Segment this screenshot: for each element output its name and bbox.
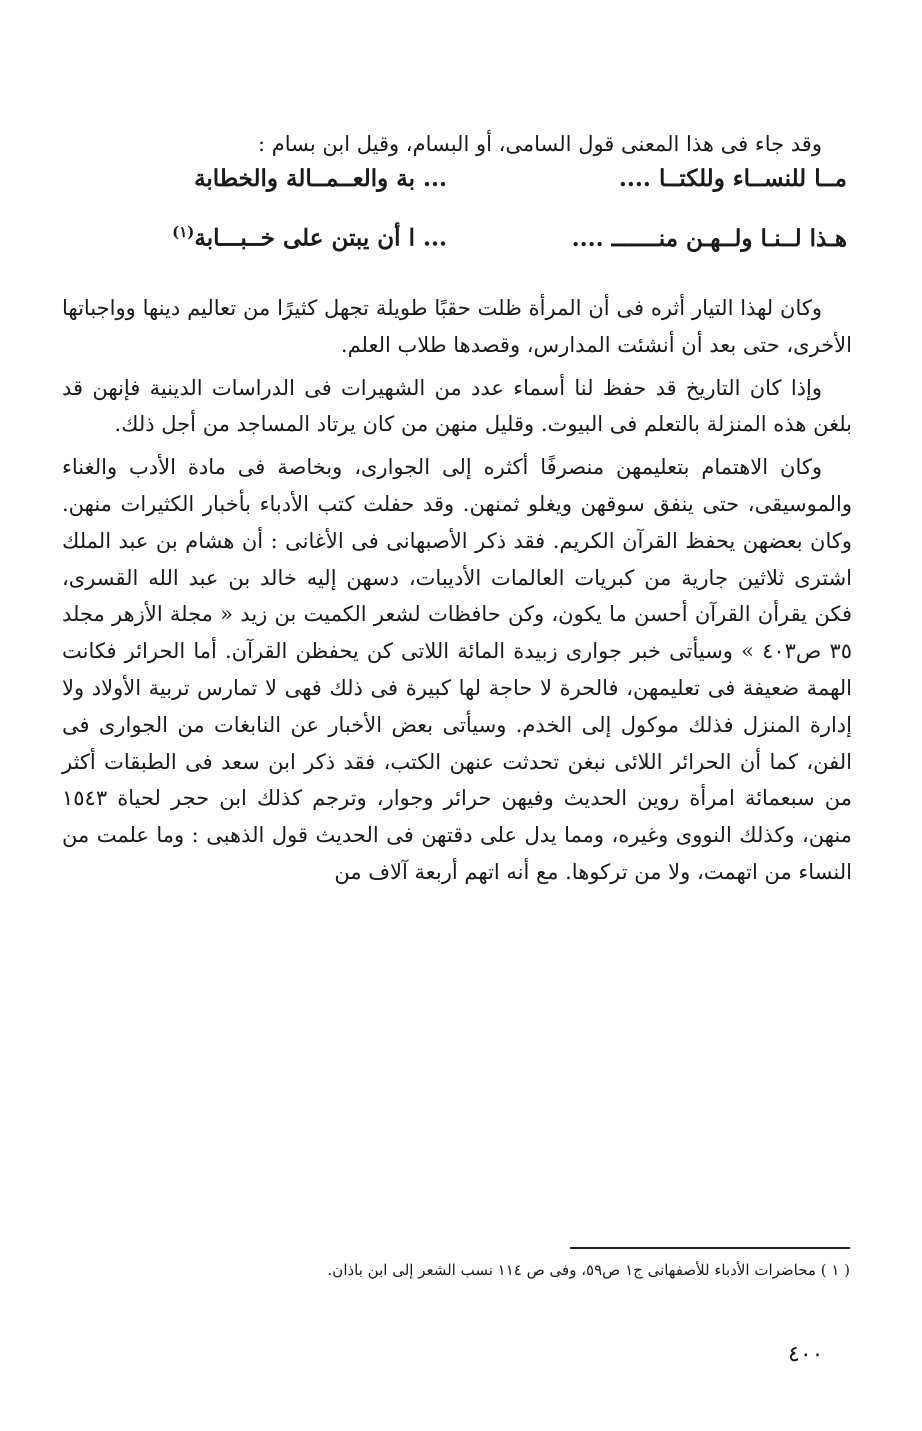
body-text	[62, 290, 852, 897]
poem-hemistich-second	[77, 223, 447, 252]
footnote: ( ١ ) محاضرات الأدباء للأصفهانى ج١ ص٥٩، وفى ص ١١٤ نسب الشعر إلى ابن باذان.	[327, 1261, 850, 1279]
footnote-separator	[570, 1247, 850, 1249]
poem-hemistich-second	[77, 165, 447, 192]
poem-hemistich-first: مــا للنســاء وللكتــا ....	[618, 165, 847, 192]
poem-verse	[77, 165, 847, 223]
paragraph: وكان الاهتمام بتعليمهن منصرفًا أكثره إلى الجوارى، وبخاصة فى مادة الأدب والغناء والموسيقى، حتى ينفق سوقهن ويغلو ثمنهن. وقد حفلت كتب الأدباء بأخبار الكثيرات منهن. وكان بعضهن يحفظ القرآن الكريم. فقد ذكر الأصبهانى فى الأغانى : أن هشام بن عبد الملك اشترى ثلاثين جارية من كبريات العالمات الأديبات، دسهن إليه خالد بن عبد الله القسرى، فكن يقرأن القرآن أحسن ما يكون، وكن حافظات لشعر الكميت بن زيد « مجلة الأزهر مجلد ٣٥ ص٤٠٣ » وسيأتى خبر جوارى زبيدة المائة اللاتى كن يحفظن القرآن. أما الحرائر فكانت الهمة ضعيفة فى تعليمهن، فالحرة لا حاجة لها كبيرة فى ذلك فهى لا تمارس تربية الأولاد ولا إدارة المنزل فذلك موكول إلى الخدم. وسيأتى بعض الأخبار عن النابغات من الجوارى فى الفن، كما أن الحرائر اللائى نبغن تحدثت عنهن الكتب، فقد ذكر ابن سعد فى الطبقات أكثر من سبعمائة امرأة روين الحديث وفيهن حرائر وجوار، وترجم كذلك ابن حجر لحياة ١٥٤٣ منهن، وكذلك النووى وغيره، ومما يدل على دقتهن فى الحديث قول الذهبى : وما علمت من النساء من اتهمت، ولا من تركوها. مع أنه اتهم أربعة آلاف من	[62, 455, 852, 884]
poem-verse	[77, 223, 847, 281]
hemistich-text: ... بة والعــمــالة والخطابة	[194, 165, 447, 192]
paragraph: وإذا كان التاريخ قد حفظ لنا أسماء عدد من الشهيرات فى الدراسات الدينية فإنهن قد بلغن هذه المنزلة بالتعلم فى البيوت. وقليل منهن من كان يرتاد المساجد من أجل ذلك.	[62, 375, 852, 437]
intro-line: وقد جاء فى هذا المعنى قول السامى، أو البسام، وقيل ابن بسام :	[257, 132, 822, 156]
poem-hemistich-first: هـذا لــنـا ولــهـن منـــــــ ....	[571, 224, 847, 252]
paragraph: وكان لهذا التيار أثره فى أن المرأة ظلت حقبًا طويلة تجهل كثيرًا من تعاليم دينها وواجباتها الأخرى، حتى بعد أن أنشئت المدارس، وقصدها طلاب العلم.	[62, 296, 852, 357]
poem	[77, 165, 847, 281]
hemistich-text: ... ا أن يبتن على خــبـــابة	[194, 224, 447, 252]
page-number: ٤٠٠	[788, 1342, 824, 1367]
footnote-marker: (١)	[172, 223, 195, 241]
